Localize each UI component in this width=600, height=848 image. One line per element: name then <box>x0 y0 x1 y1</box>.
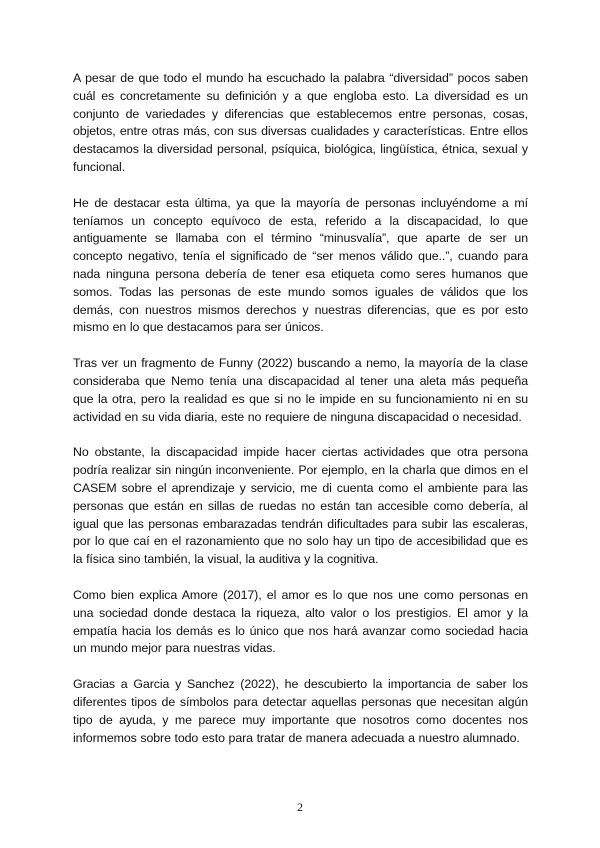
paragraph-love-empathy: Como bien explica Amore (2017), el amor es lo que nos une como personas en una sociedad donde destaca la riqueza, alto valor o los prestigios. El amor y la empatía hacia los demás es lo único que nos hará avanzar como sociedad hacia un mundo mejor para nuestras vidas. <box>73 587 528 656</box>
paragraph-nemo-example: Tras ver un fragmento de Funny (2022) buscando a nemo, la mayoría de la clase consideraba que Nemo tenía una discapacidad al tener una aleta más pequeña que la otra, pero la realidad es que si no le impide en su funcionamiento ni en su actividad en su vida diaria, este no requiere de ninguna discapacidad o necesidad. <box>73 356 528 424</box>
page-number: 2 <box>297 800 303 814</box>
paragraph-accessibility: No obstante, la discapacidad impide hacer ciertas actividades que otra persona podría realizar sin ningún inconveniente. Por ejemplo, en la charla que dimos en el CASEM sobre el aprendizaje y servicio, me di cuenta como el ambiente para las personas que están en sillas de ruedas no están tan accesible como debería, al igual que las personas embarazadas tendrán dificultades para subir las escaleras, por lo que caí en el razonamiento que no solo hay un tipo de accesibilidad que es la física sino también, la visual, la auditiva y la cognitiva. <box>73 445 528 567</box>
paragraph-diversity-definition: A pesar de que todo el mundo ha escuchado la palabra “diversidad” pocos saben cuál es concretamente su definición y a que engloba esto. La diversidad es un conjunto de variedades y diferencias que establecemos entre personas, cosas, objetos, entre otras más, con sus diversas cualidades y características. Entre ellos destacamos la diversidad personal, psíquica, biológica, lingüística, étnica, sexual y funcional. <box>73 71 528 174</box>
paragraph-functional-diversity: He de destacar esta última, ya que la mayoría de personas incluyéndome a mí teníamos un concepto equívoco de esta, referido a la discapacidad, lo que antiguamente se llamaba con el término “minusvalía”, que aparte de ser un concepto negativo, tenía el significado de “ser menos válido que..”, cuando para nada ninguna persona debería de tener esa etiqueta como seres humanos que somos. Todas las personas de este mundo somos iguales de válidos que los demás, con nuestros mismos derechos y nuestras diferencias, que es por esto mismo en lo que destacamos para ser únicos. <box>73 195 528 335</box>
paragraph-symbols: Gracias a Garcia y Sanchez (2022), he descubierto la importancia de saber los diferentes tipos de símbolos para detectar aquellas personas que necesitan algún tipo de ayuda, y me parece muy importante que nosotros como docentes nos informemos sobre todo esto para tratar de manera adecuada a nuestro alumnado. <box>73 677 528 745</box>
document-body <box>73 70 528 765</box>
